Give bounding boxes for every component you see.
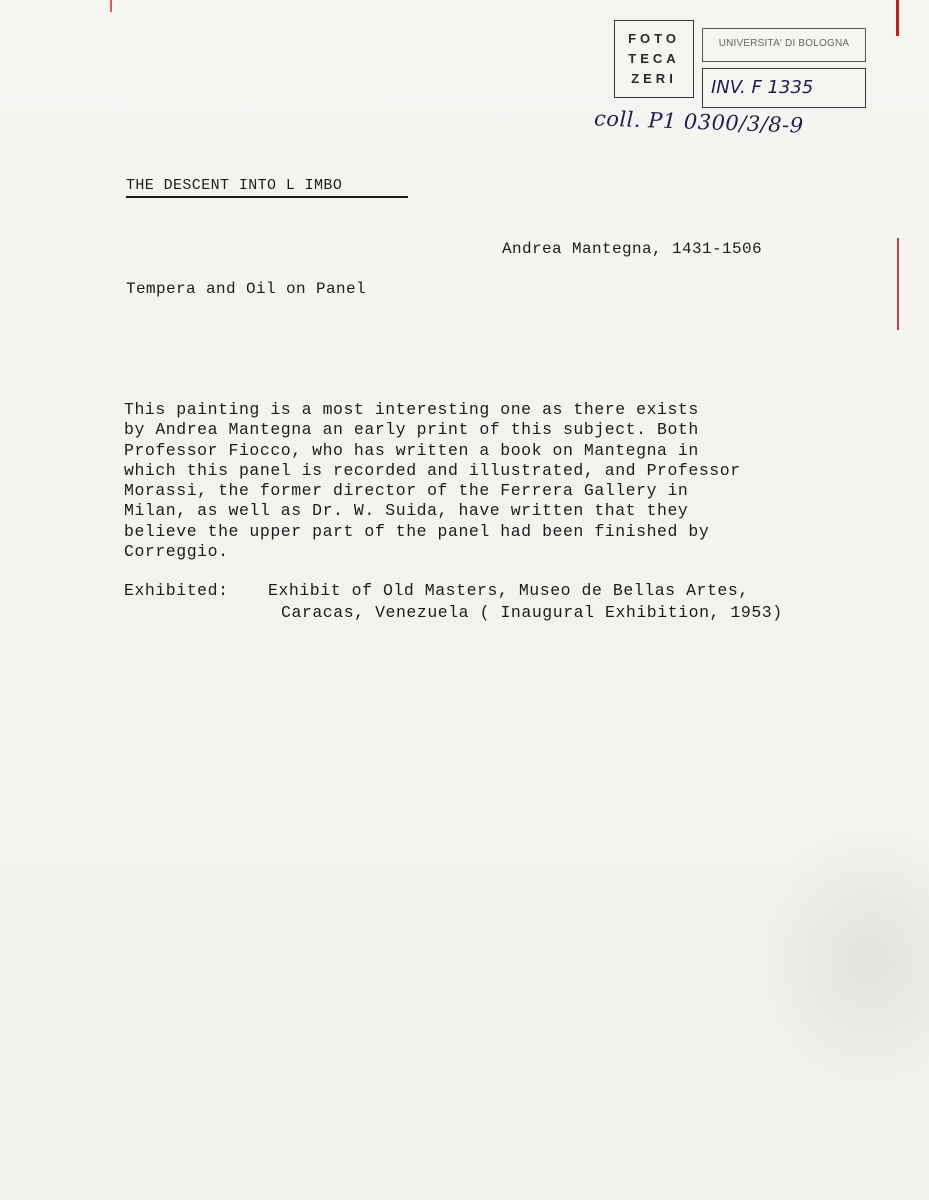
stamp-zeri: ZERI [631, 71, 677, 86]
fototeca-zeri-stamp [614, 20, 694, 98]
red-edge-mark [896, 0, 899, 36]
document-title: THE DESCENT INTO L IMBO [126, 177, 408, 198]
exhibition-history [124, 580, 783, 624]
red-edge-mark [110, 0, 112, 12]
stamp-foto: FOTO [628, 31, 680, 46]
exhibited-label: Exhibited: [124, 581, 229, 600]
paragraph-line: Milan, as well as Dr. W. Suida, have written that they [124, 501, 689, 521]
handwritten-collection-note: coll. P1 0300/3/8-9 [593, 106, 804, 138]
paragraph-line: by Andrea Mantegna an early print of this subject. Both [124, 420, 699, 440]
stamp-teca: TECA [628, 51, 680, 66]
exhibition-line-2: Caracas, Venezuela ( Inaugural Exhibition, 1953) [281, 603, 783, 622]
paragraph-line: This painting is a most interesting one as there exists [124, 400, 699, 419]
medium-line: Tempera and Oil on Panel [126, 280, 367, 298]
inventory-number: INV. F 1335 [702, 68, 866, 108]
archive-stamp [614, 20, 866, 112]
exhibition-line-1: Exhibit of Old Masters, Museo de Bellas Artes, [268, 581, 749, 600]
university-stamp: UNIVERSITA' DI BOLOGNA [702, 28, 866, 62]
paragraph-line: Professor Fiocco, who has written a book on Mantegna in [124, 440, 699, 460]
paragraph-line: which this panel is recorded and illustrated, and Professor [124, 460, 741, 480]
paragraph-line: Correggio. [124, 542, 229, 562]
description-paragraph [124, 400, 864, 562]
paragraph-line: Morassi, the former director of the Ferrera Gallery in [124, 481, 689, 501]
artist-line: Andrea Mantegna, 1431-1506 [502, 240, 763, 258]
red-edge-mark [897, 238, 899, 330]
paragraph-line: believe the upper part of the panel had been finished by [124, 521, 710, 541]
